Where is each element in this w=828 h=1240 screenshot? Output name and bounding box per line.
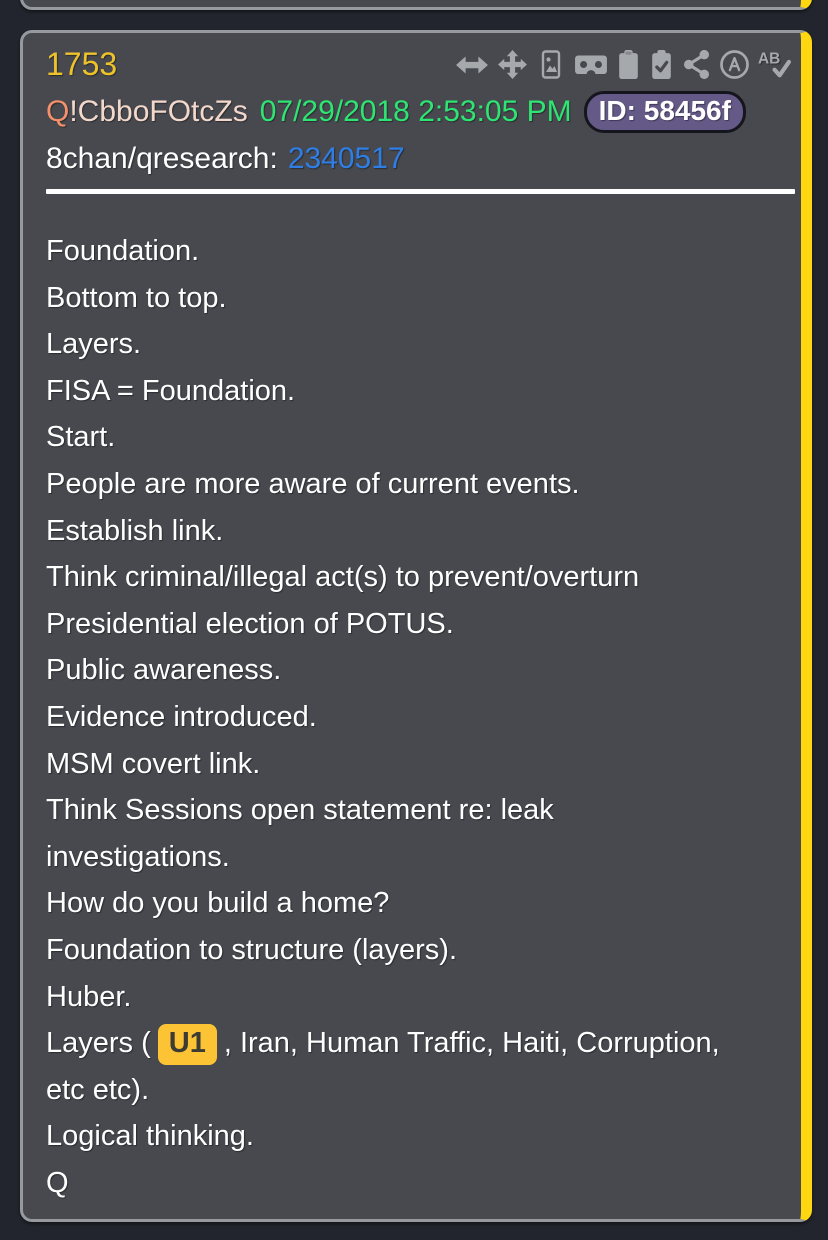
source-post-link[interactable]: 2340517	[287, 141, 405, 175]
body-line: Q	[46, 1166, 69, 1199]
body-line-text: , Iran, Human Traffic, Haiti, Corruption,	[223, 1027, 720, 1060]
abbr-badge-u1[interactable]: U1	[158, 1024, 217, 1065]
body-line: FISA = Foundation.	[46, 374, 296, 407]
resize-horizontal-icon[interactable]	[455, 52, 489, 78]
body-line: People are more aware of current events.	[46, 467, 580, 500]
body-line: Foundation.	[46, 235, 200, 267]
source-board-label: 8chan/qresearch:	[46, 141, 278, 175]
post-number[interactable]: 1753	[46, 46, 118, 82]
tripcode: !CbboFOtcZs	[69, 94, 248, 128]
spell-check-icon[interactable]	[758, 49, 791, 80]
svg-text:AB: AB	[758, 50, 781, 68]
post-source-row	[46, 135, 795, 182]
body-line	[46, 1020, 795, 1067]
body-line: Foundation to structure (layers).	[46, 933, 458, 966]
poster-id-badge[interactable]: ID: 58456f	[584, 91, 746, 133]
post-meta-row	[46, 88, 795, 135]
vr-cardboard-icon[interactable]	[574, 52, 608, 78]
body-line: Bottom to top.	[46, 281, 227, 314]
post-header-top-row	[46, 41, 795, 88]
body-line: Think Sessions open statement re: leak	[46, 794, 554, 827]
body-line: Public awareness.	[46, 654, 282, 687]
clipboard-icon[interactable]	[616, 49, 641, 80]
q-post-card	[20, 30, 812, 1222]
file-image-icon[interactable]	[536, 49, 566, 80]
body-line: Logical thinking.	[46, 1120, 254, 1153]
author-q-label: Q	[46, 94, 70, 128]
move-icon[interactable]	[497, 49, 528, 80]
body-line: investigations.	[46, 840, 230, 873]
body-line: Presidential election of POTUS.	[46, 607, 454, 640]
a-circle-icon[interactable]	[719, 49, 750, 80]
previous-post-bottom-edge	[20, 0, 812, 10]
body-line: MSM covert link.	[46, 747, 261, 780]
author-name[interactable]	[46, 95, 248, 129]
post-body	[46, 228, 795, 1206]
body-line: How do you build a home?	[46, 887, 390, 920]
post-timestamp: 07/29/2018 2:53:05 PM	[259, 94, 572, 128]
body-line: Evidence introduced.	[46, 700, 317, 733]
body-line: Think criminal/illegal act(s) to prevent/overturn	[46, 561, 640, 594]
share-icon[interactable]	[682, 49, 711, 80]
body-line: Establish link.	[46, 514, 224, 547]
body-line: Start.	[46, 421, 116, 454]
body-line: etc etc).	[46, 1073, 150, 1106]
clipboard-check-icon[interactable]	[649, 49, 674, 80]
header-divider	[46, 189, 795, 194]
post-header	[46, 41, 795, 194]
post-toolbar	[455, 49, 795, 80]
body-line: Huber.	[46, 980, 132, 1013]
body-line-text: Layers (	[46, 1027, 151, 1060]
body-line: Layers.	[46, 328, 142, 361]
